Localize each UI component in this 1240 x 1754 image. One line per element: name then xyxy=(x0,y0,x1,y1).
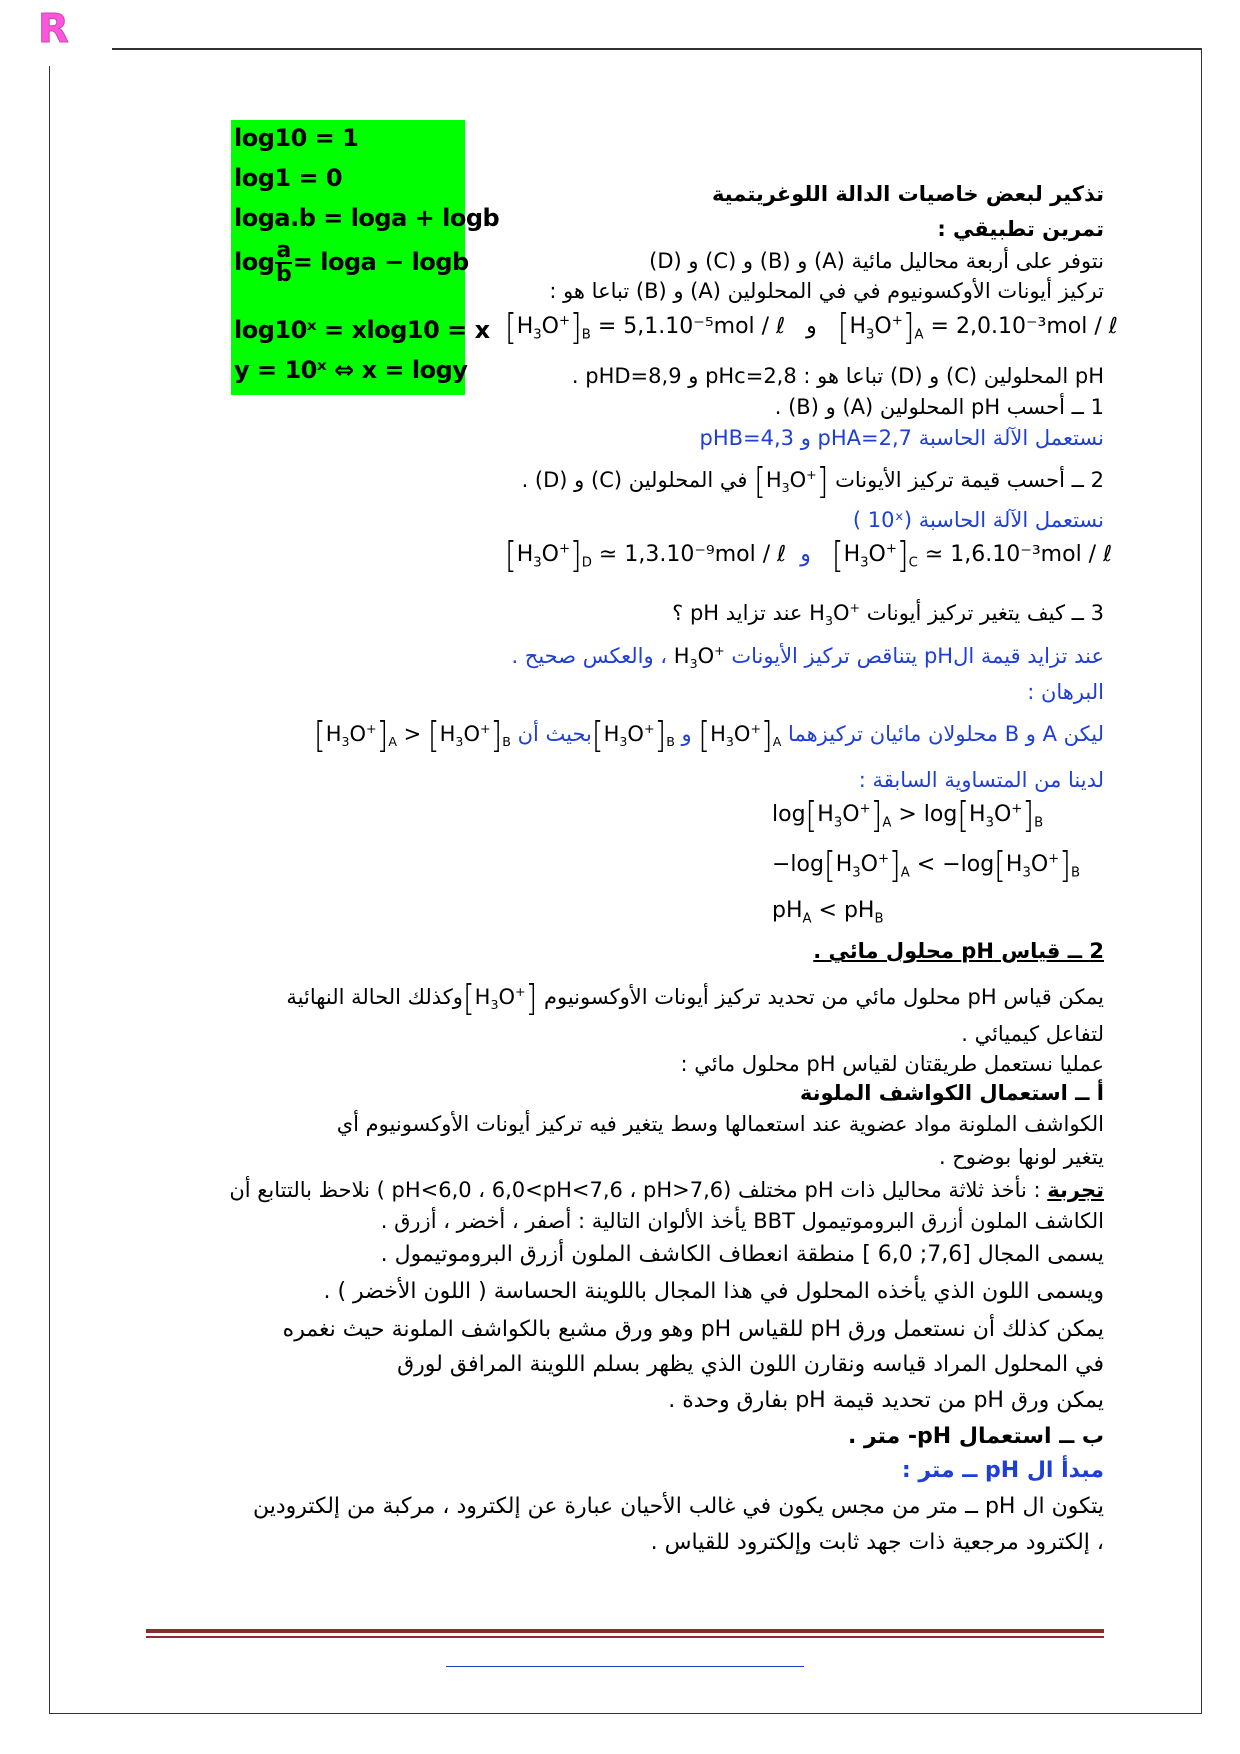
log-rule-2: log1 = 0 xyxy=(234,164,343,192)
proof-line-1: ليكن A و B محلولان مائيان تركيزهما $[H_3O^+]_A$ و $[H_3O^+]_Bبحيث$ أن $[H_3O^+]_A > [H_3O^+]_B$ xyxy=(313,714,1104,757)
section-2a-paragraph-2: يتغير لونها بوضوح . xyxy=(938,1145,1104,1169)
experiment-label: تجربة xyxy=(1047,1178,1104,1202)
section-2b-subtitle: مبدأ ال pH ــ متر : xyxy=(901,1458,1104,1483)
paragraph-ph-paper-1: يمكن كذلك أن نستعمل ورق pH للقياس pH وهو ورق مشبع بالكواشف الملونة حيث نغمره xyxy=(282,1317,1104,1342)
footer-rule-thin xyxy=(146,1636,1104,1638)
paragraph-ph-paper-3: يمكن ورق pH من تحديد قيمة pH بفارق وحدة . xyxy=(668,1388,1104,1413)
answer-2-method: نستعمل الآلة الحاسبة (10ˣ ) xyxy=(852,508,1104,532)
proof-line-2: لدينا من المتساوية السابقة : xyxy=(858,768,1104,792)
log-prefix: log xyxy=(234,248,275,276)
experiment-paragraph-1: تجربة : نأخذ ثلاثة محاليل ذات pH مختلف (pH<6,0 ، 6,0<pH<7,6 ، pH>7,6 ) نلاحظ بالتتابع أن xyxy=(229,1178,1104,1202)
section-2b-paragraph-1: يتكون ال pH ــ متر من مجس يكون في غالب الأحيان عبارة عن إلكترود ، مركبة من إلكترودين xyxy=(252,1494,1104,1519)
footer-rule-thick xyxy=(146,1629,1104,1633)
fraction-a-over-b: $\frac{a}{b}$ xyxy=(275,238,292,287)
paragraph-solutions: نتوفر على أربعة محاليل مائية (A) و (B) و (C) و (D) xyxy=(649,249,1104,273)
experiment-paragraph-2: الكاشف الملون أزرق البروموتيمول BBT يأخذ الألوان التالية : أصفر ، أخضر ، أزرق . xyxy=(380,1209,1104,1233)
section-2-title: 2 ــ قياس pH محلول مائي . xyxy=(813,939,1104,963)
inequality-log: $\log[H_3O^+]_A > \log[H_3O^+]_B$ xyxy=(772,794,1044,837)
section-2b-paragraph-2: ، إلكترود مرجعية ذات جهد ثابت وإلكترود للقياس . xyxy=(650,1530,1104,1555)
section-2b-title: ب ــ استعمال pH- متر . xyxy=(847,1424,1104,1449)
heading-log-reminder: تذكير لبعض خاصيات الدالة اللوغريتمية xyxy=(711,182,1104,206)
log-rule-1: log10 = 1 xyxy=(234,124,359,152)
paragraph-sensitive-tint: ويسمى اللون الذي يأخذه المحلول في هذا المجال باللوينة الحساسة ( اللون الأخضر ) . xyxy=(323,1279,1104,1304)
section-2a-paragraph-1: الكواشف الملونة مواد عضوية عند استعمالها وسط يتغير فيه تركيز أيونات الأوكسونيوم أي xyxy=(336,1112,1104,1136)
section-2-paragraph-3: عمليا نستعمل طريقتان لقياس pH محلول مائي : xyxy=(680,1052,1104,1076)
question-2: 2 ــ أحسب قيمة تركيز الأيونات $[H_3O^+]$ في المحلولين (C) و (D) . xyxy=(521,460,1104,503)
section-2-paragraph-2: لتفاعل كيميائي . xyxy=(961,1022,1104,1046)
paragraph-ph-cd: pH المحلولين (C) و (D) تباعا هو : pHc=2,8 و pHD=8,9 . xyxy=(571,364,1104,388)
h3o-symbol: $[H_3O^+]$ xyxy=(754,460,829,503)
inequality-neg-log: $-\log[H_3O^+]_A < -\log[H_3O^+]_B$ xyxy=(772,844,1080,887)
footer-link-line[interactable] xyxy=(446,1666,804,1667)
log-rule-3: loga.b = loga + logb xyxy=(234,204,500,232)
proof-label: البرهان : xyxy=(1027,680,1104,704)
logo-r: R xyxy=(38,6,69,52)
log-rule-5: log10ˣ = xlog10 = x xyxy=(234,316,490,344)
section-2-paragraph-1: يمكن قياس pH محلول مائي من تحديد تركيز أيونات الأوكسونيوم $[H_3O^+]وكذلك$ الحالة النهائية xyxy=(286,977,1104,1020)
log-rule-4: log $\frac{a}{b}$ = loga − logb xyxy=(234,238,469,287)
question-1: 1 ــ أحسب pH المحلولين (A) و (B) . xyxy=(774,395,1104,419)
inequality-ph: $pH_A < pH_B$ xyxy=(772,898,884,927)
frame-left-line xyxy=(49,66,50,1713)
frame-bottom-line xyxy=(49,1713,1202,1714)
equation-concentrations-ab: $[H_3O^+]_B = 5,1.10^{-5}mol$ / ℓ و $[H_3O^+]_A = 2,0.10^{-3}mol$ / ℓ xyxy=(505,306,1118,349)
log-rule-4-rhs: = xyxy=(292,248,321,276)
paragraph-turning-zone: يسمى المجال [7,6; 6,0 ] منطقة انعطاف الكاشف الملون أزرق البروموتيمول . xyxy=(380,1242,1104,1267)
answer-3: عند تزايد قيمة الpH يتناقص تركيز الأيونات $H_3O^+$ ، والعكس صحيح . xyxy=(511,643,1104,672)
question-3: 3 ــ كيف يتغير تركيز أيونات $H_3O^+$ عند تزايد pH ؟ xyxy=(672,600,1104,629)
paragraph-concentration: تركيز أيونات الأوكسونيوم في في المحلولين (A) و (B) تباعا هو : xyxy=(549,279,1104,303)
frame-right-line xyxy=(1201,48,1202,1713)
answer-1: نستعمل الآلة الحاسبة pHA=2,7 و pHB=4,3 xyxy=(699,426,1104,450)
log-properties-box xyxy=(231,120,500,395)
heading-exercise: تمرين تطبيقي : xyxy=(937,217,1104,241)
log-rule-6: y = 10ˣ ⇔ x = logy xyxy=(234,356,468,384)
paragraph-ph-paper-2: في المحلول المراد قياسه ونقارن اللون الذي يظهر بسلم اللوينة المرافق لورق xyxy=(397,1352,1104,1377)
equation-concentrations-cd: $[H_3O^+]_D$ ≃ 1,3.10⁻⁹mol / ℓ و $[H_3O^+]_C$ ≃ 1,6.10⁻³mol / ℓ xyxy=(505,534,1113,577)
section-2a-title: أ ــ استعمال الكواشف الملونة xyxy=(799,1081,1104,1105)
frame-top-line xyxy=(112,48,1202,50)
